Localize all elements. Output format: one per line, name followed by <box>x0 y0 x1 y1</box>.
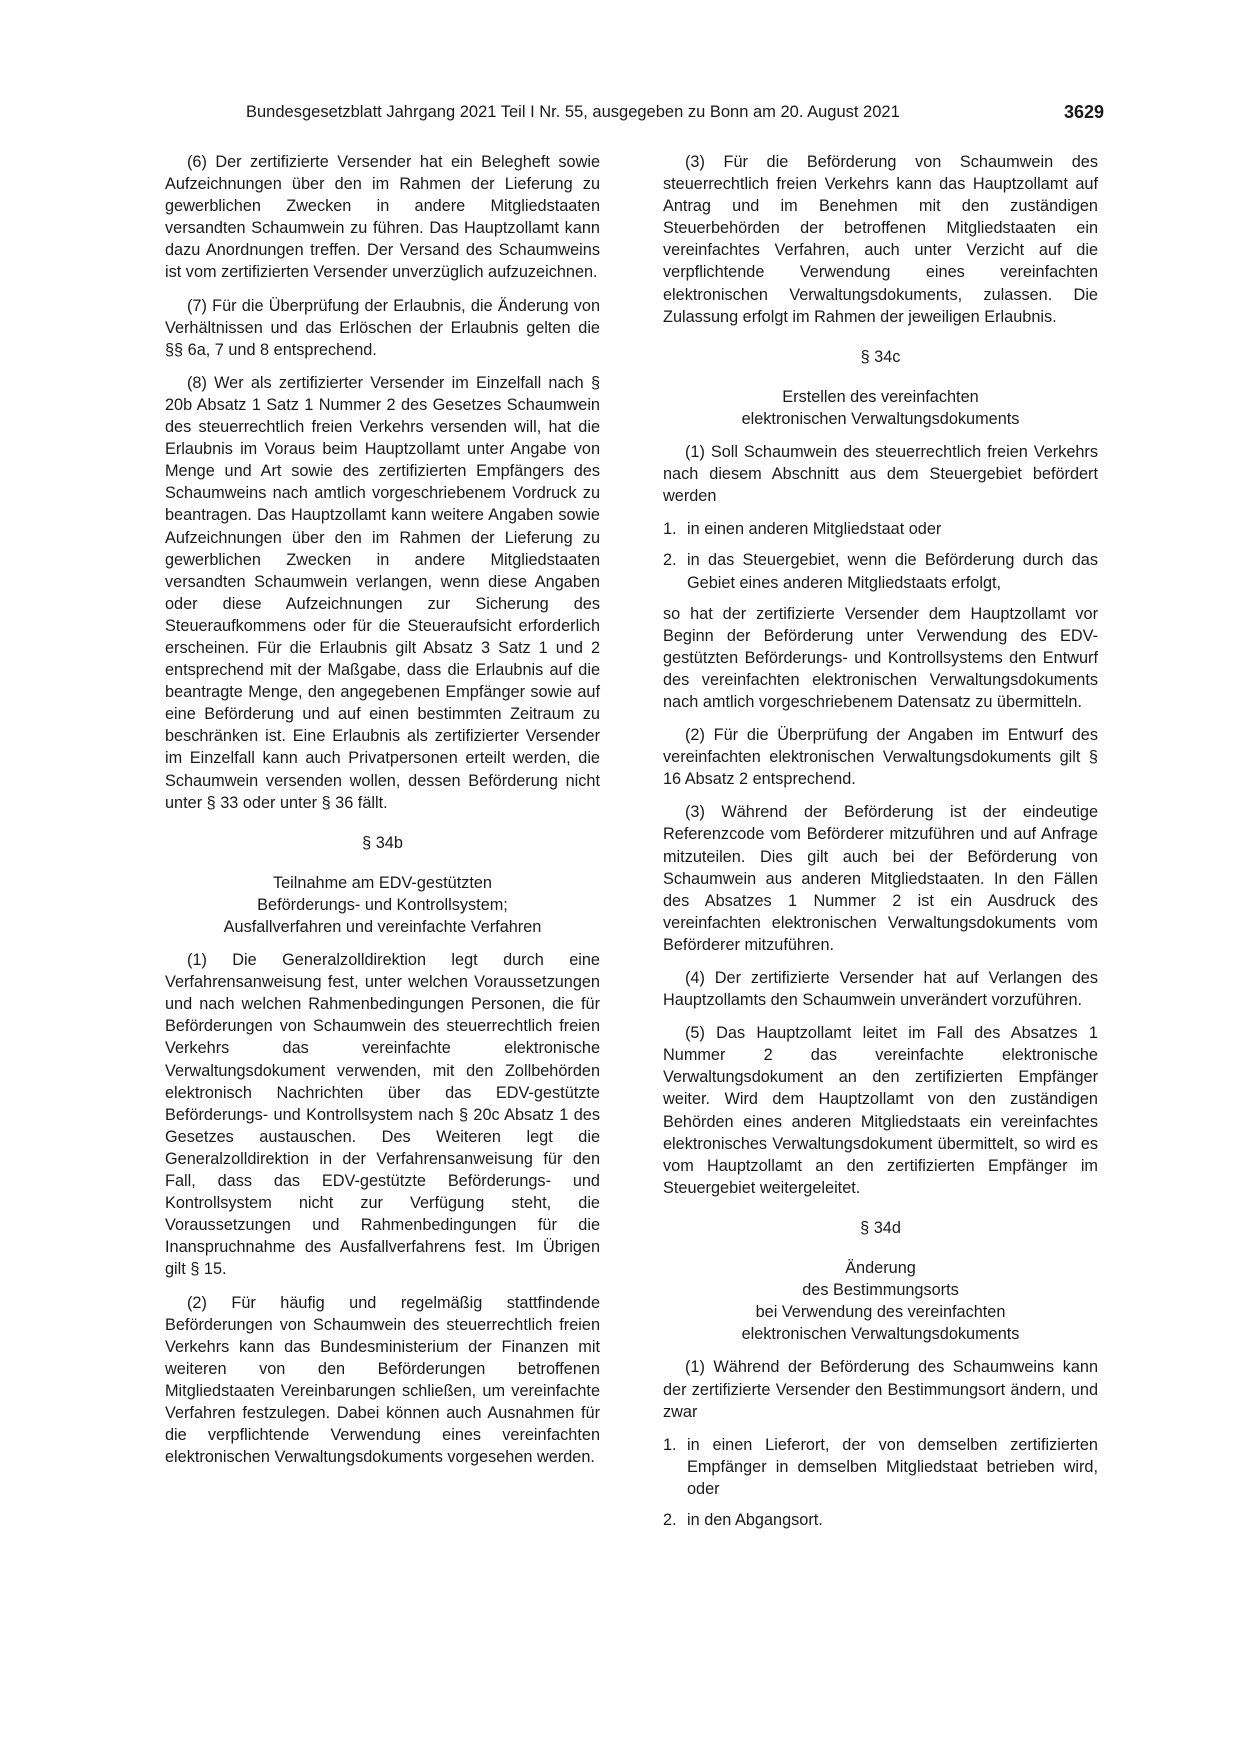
section-title-line: Änderung <box>845 1259 916 1278</box>
right-column <box>663 151 1098 1540</box>
section-title-line: Beförderungs- und Kontrollsystem; <box>257 895 508 914</box>
section-number-34c: § 34c <box>860 347 901 366</box>
section-title-34b <box>165 872 600 938</box>
section-title-line: elektronischen Verwaltungsdokuments <box>741 1325 1020 1344</box>
section-title-34d <box>663 1257 1098 1345</box>
page-number: 3629 <box>1063 102 1104 122</box>
section-title-line: Teilnahme am EDV-gestützten <box>272 873 492 892</box>
section-34c-paragraph-1-continued: so hat der zertifizierte Versender dem Hauptzollamt vor Beginn der Beförderung unter Verwendung des EDV-gestützten Beförderungs- und Kontrollsystems den Entwurf des vereinfachten elektronischen Verwaltungsdokuments nach amtlich vorgeschriebenem Datensatz zu übermitteln. <box>663 604 1098 711</box>
page-header <box>165 100 1104 126</box>
list-item-number: 1. <box>663 520 677 539</box>
section-34b-paragraph-3: (3) Für die Beförderung von Schaumwein des steuerrechtlich freien Verkehrs kann das Hauptzollamt auf Antrag und im Benehmen mit den zuständigen Steuerbehörden der betroffenen Mitgliedstaaten ein vereinfachtes Verfahren, auch unter Verzicht auf die verpflichtende Verwendung eines vereinfachten elektronischen Verwaltungsdokuments, zulassen. Die Zulassung erfolgt im Rahmen der jeweiligen Erlaubnis. <box>663 153 1098 326</box>
section-title-line: bei Verwendung des vereinfachten <box>755 1303 1006 1322</box>
section-title-34c <box>663 386 1098 430</box>
section-title-line: Ausfallverfahren und vereinfachte Verfahren <box>223 918 542 936</box>
list-item-text: in einen Lieferort, der von demselben zertifizierten Empfänger in demselben Mitgliedstaat betrieben wird, oder <box>687 1435 1098 1498</box>
paragraph-8: (8) Wer als zertifizierter Versender im Einzelfall nach § 20b Absatz 1 Satz 1 Nummer 2 des Gesetzes Schaumwein des steuerrechtlich freien Verkehrs versenden will, hat die Erlaubnis im Voraus beim Hauptzollamt unter Angabe von Menge und Art sowie des zertifizierten Empfängers des Schaumweins nach amtlich vorgeschriebenem Vordruck zu beantragen. Das Hauptzollamt kann weitere Angaben sowie Aufzeichnungen über den im Rahmen der Lieferung zu gewerblichen Zwecken in andere Mitgliedstaaten versandten Schaumwein verlangen, wenn diese Angaben oder diese Aufzeichnungen zur Sicherung des Steueraufkommens oder für die Steueraufsicht erforderlich erscheinen. Für die Erlaubnis gilt Absatz 3 Satz 1 und 2 entsprechend mit der Maßgabe, dass die Erlaubnis auf die beantragte Menge, den angegebenen Empfänger sowie auf eine Beförderung und auf einen bestimmten Zeitraum zu beschränken ist. Eine Erlaubnis als zertifizierter Versender im Einzelfall kann auch Privatpersonen erteilt werden, die Schaumwein versenden wollen, dessen Beförderung nicht unter § 33 oder unter § 36 fällt. <box>165 373 600 812</box>
section-title-line: Erstellen des vereinfachten <box>782 387 979 406</box>
section-number-34b: § 34b <box>362 833 403 852</box>
list-item-text: in einen anderen Mitgliedstaat oder <box>687 520 942 539</box>
section-34c-paragraph-4: (4) Der zertifizierte Versender hat auf Verlangen des Hauptzollamts den Schaumwein unverändert vorzuführen. <box>663 969 1098 1010</box>
list-item <box>663 1434 1098 1500</box>
list-item <box>663 549 1098 593</box>
list-item-text: in den Abgangsort. <box>687 1510 823 1529</box>
section-34c-paragraph-3: (3) Während der Beförderung ist der eindeutige Referenzcode vom Beförderer mitzuführen und auf Anfrage mitzuteilen. Dies gilt auch bei der Beförderung von Schaumwein aus anderen Mitgliedstaaten. In den Fällen des Absatzes 1 Nummer 2 ist ein Ausdruck des vereinfachten elektronischen Verwaltungsdokuments vom Beförderer mitzuführen. <box>663 803 1098 954</box>
section-34c-paragraph-2: (2) Für die Überprüfung der Angaben im Entwurf des vereinfachten elektronischen Verwaltungsdokuments gilt § 16 Absatz 2 entsprechend. <box>663 726 1098 789</box>
header-title: Bundesgesetzblatt Jahrgang 2021 Teil I Nr. 55, ausgegeben zu Bonn am 20. August 2021 <box>246 103 900 121</box>
list-item-number: 2. <box>663 1510 677 1529</box>
section-34c-list <box>663 518 1098 593</box>
section-number-34d: § 34d <box>860 1218 901 1237</box>
section-34c-paragraph-5: (5) Das Hauptzollamt leitet im Fall des Absatzes 1 Nummer 2 das vereinfachte elektronische Verwaltungsdokument an den zertifizierten Empfänger weiter. Wird dem Hauptzollamt von den zuständigen Behörden eines anderen Mitgliedstaats ein vereinfachtes elektronisches Verwaltungsdokument übermittelt, so wird es vom Hauptzollamt an den zertifizierten Empfänger im Steuergebiet weitergeleitet. <box>663 1024 1098 1197</box>
list-item-number: 2. <box>663 551 677 570</box>
section-title-line: des Bestimmungsorts <box>802 1281 959 1300</box>
paragraph-7: (7) Für die Überprüfung der Erlaubnis, die Änderung von Verhältnissen und das Erlöschen der Erlaubnis gelten die §§ 6a, 7 und 8 entsprechend. <box>165 296 600 359</box>
section-34d-list <box>663 1434 1098 1531</box>
section-title-line: elektronischen Verwaltungsdokuments <box>741 409 1020 428</box>
section-34b-paragraph-2: (2) Für häufig und regelmäßig stattfindende Beförderungen von Schaumwein des steuerrechtlich freien Verkehrs kann das Bundesministerium der Finanzen mit weiteren von den Beförderungen betroffenen Mitgliedstaaten Vereinbarungen schließen, um vereinfachte Verfahren festzulegen. Dabei können auch Ausnahmen für die verpflichtende Verwendung eines vereinfachten elektronischen Verwaltungsdokuments vorgesehen werden. <box>165 1293 600 1467</box>
section-34d-paragraph-1: (1) Während der Beförderung des Schaumweins kann der zertifizierte Versender den Bestimmungsort ändern, und zwar <box>663 1358 1098 1421</box>
list-item-number: 1. <box>663 1435 677 1454</box>
section-34b-paragraph-1: (1) Die Generalzolldirektion legt durch eine Verfahrensanweisung fest, unter welchen Voraussetzungen und nach welchen Rahmenbedingungen Personen, die für Beförderungen von Schaumwein des steuerrechtlich freien Verkehrs das vereinfachte elektronische Verwaltungsdokument verwenden, mit den Zollbehörden elektronisch Nachrichten über das EDV-gestützte Beförderungs- und Kontrollsystem nach § 20c Absatz 1 des Gesetzes austauschen. Des Weiteren legt die Generalzolldirektion in der Verfahrensanweisung für den Fall, dass das EDV-gestützte Beförderungs- und Kontrollsystem nicht zur Verfügung steht, die Voraussetzungen und Rahmenbedingungen für die Inanspruchnahme des Ausfallverfahrens fest. Im Übrigen gilt § 15. <box>165 951 600 1279</box>
list-item <box>663 518 1098 540</box>
list-item-text: in das Steuergebiet, wenn die Beförderung durch das Gebiet eines anderen Mitgliedstaats erfolgt, <box>687 551 1098 592</box>
paragraph-6: (6) Der zertifizierte Versender hat ein Belegheft sowie Aufzeichnungen über den im Rahmen der Lieferung zu gewerblichen Zwecken in andere Mitgliedstaaten versandten Schaumwein zu führen. Das Hauptzollamt kann dazu Anordnungen treffen. Der Versand des Schaumweins ist vom zertifizierten Versender unverzüglich aufzuzeichnen. <box>165 153 600 282</box>
list-item <box>663 1509 1098 1531</box>
section-34c-paragraph-1: (1) Soll Schaumwein des steuerrechtlich freien Verkehrs nach diesem Abschnitt aus dem Steuergebiet befördert werden <box>663 443 1098 506</box>
left-column <box>165 151 600 1479</box>
